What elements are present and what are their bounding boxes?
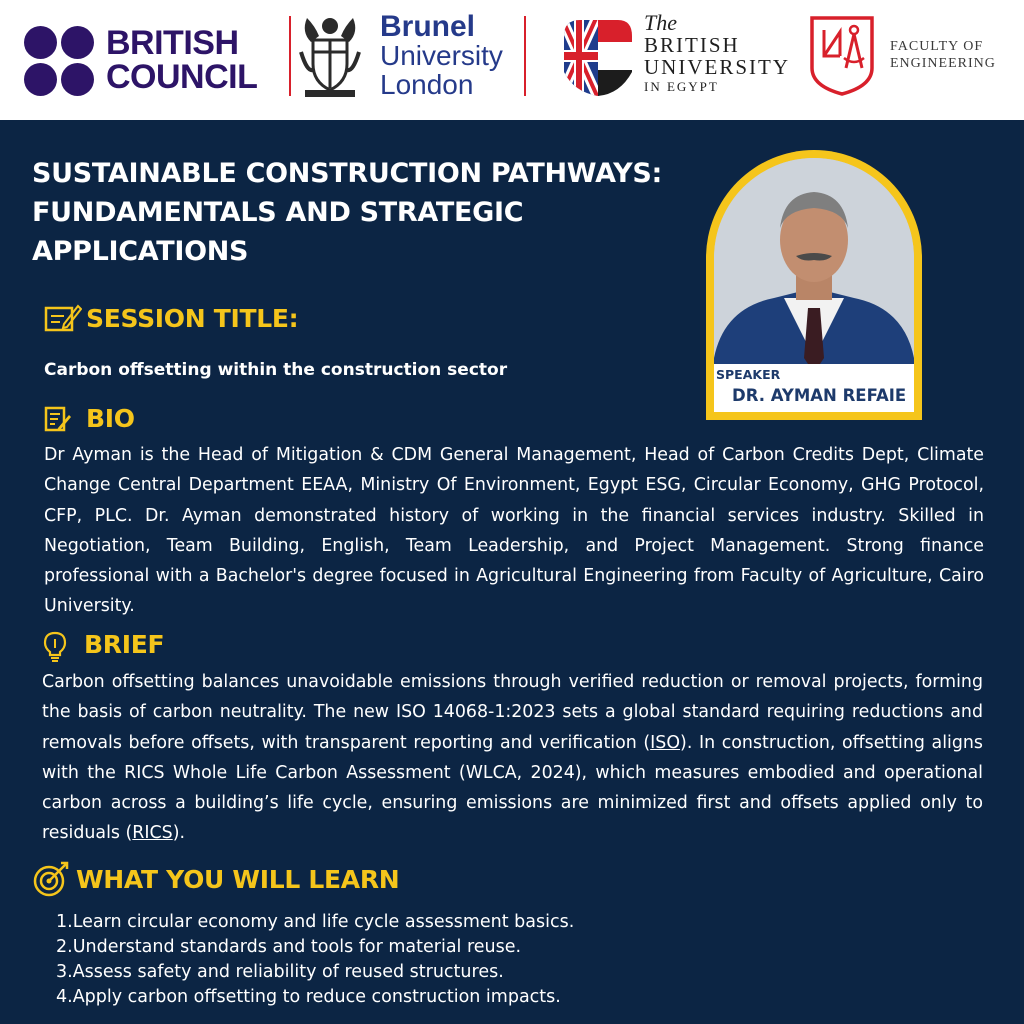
list-item: 4.Apply carbon offsetting to reduce construction impacts. bbox=[56, 987, 561, 1007]
page-title bbox=[32, 154, 712, 271]
speaker-label bbox=[714, 364, 914, 412]
brief-text-part-2: ). In construction, offsetting aligns with the RICS Whole Life Carbon Assessment (WLCA, 2024), which measures embodied and operational carbon across a building’s life cycle, ensuring emissions are minimized first and offsets applied only to residuals ( bbox=[42, 732, 983, 844]
lightbulb-icon bbox=[42, 630, 68, 662]
iso-link[interactable]: ISO bbox=[650, 732, 681, 753]
learn-list bbox=[56, 910, 574, 1010]
brunel-logo bbox=[380, 12, 503, 99]
document-pen-icon bbox=[44, 406, 72, 434]
bue-british: BRITISH bbox=[644, 33, 740, 57]
logo-header bbox=[0, 0, 1024, 120]
learn-heading: WHAT YOU WILL LEARN bbox=[76, 865, 400, 894]
edit-note-icon bbox=[44, 302, 82, 334]
brunel-name: Brunel bbox=[380, 10, 476, 43]
faculty-line-1: FACULTY OF bbox=[890, 39, 984, 54]
bue-in-egypt: IN EGYPT bbox=[644, 79, 719, 94]
list-item: 1.Learn circular economy and life cycle assessment basics. bbox=[56, 912, 575, 932]
learn-item-4: Apply carbon offsetting to reduce construction impacts. bbox=[72, 987, 561, 1007]
bio-text: Dr Ayman is the Head of Mitigation & CDM General Management, Head of Carbon Credits Dept, Climate Change Central Department EEAA, Ministry Of Environment, Egypt ESG, Circular Economy, GHG Protocol, CFP, PLC. Dr. Ayman demonstrated history of working in the financial services industry. Skilled in Negotiation, Team Building, English, Team Leadership, and Project Management. Strong finance professional with a Bachelor's degree focused in Agricultural Engineering from Faculty of Agriculture, Cairo University. bbox=[44, 445, 984, 617]
brief-text bbox=[42, 667, 983, 849]
faculty-engineering-logo-icon bbox=[806, 12, 878, 98]
faculty-line-2: ENGINEERING bbox=[890, 56, 996, 71]
list-item: 3.Assess safety and reliability of reused structures. bbox=[56, 962, 504, 982]
divider bbox=[524, 16, 526, 96]
target-icon bbox=[32, 860, 70, 898]
session-heading: SESSION TITLE: bbox=[86, 304, 299, 333]
brief-text-part-3: ). bbox=[172, 823, 186, 844]
brunel-london: London bbox=[380, 69, 474, 100]
title-line-1: SUSTAINABLE CONSTRUCTION PATHWAYS: bbox=[32, 158, 662, 189]
list-item: 2.Understand standards and tools for material reuse. bbox=[56, 937, 522, 957]
british-council-logo bbox=[24, 26, 269, 96]
brunel-crest-icon bbox=[297, 12, 363, 98]
bio-heading: BIO bbox=[86, 404, 135, 433]
brief-heading: BRIEF bbox=[84, 630, 165, 659]
speaker-role: SPEAKER bbox=[716, 367, 781, 382]
divider bbox=[289, 16, 291, 96]
bue-the: The bbox=[644, 10, 677, 35]
title-line-2: FUNDAMENTALS AND STRATEGIC bbox=[32, 197, 524, 228]
learn-item-2: Understand standards and tools for material reuse. bbox=[72, 937, 522, 957]
title-line-3: APPLICATIONS bbox=[32, 236, 249, 267]
brunel-university: University bbox=[380, 40, 503, 71]
session-title-text: Carbon offsetting within the construction sector bbox=[44, 360, 508, 380]
speaker-card bbox=[706, 150, 922, 420]
british-council-dots-icon bbox=[24, 26, 96, 96]
learn-item-1: Learn circular economy and life cycle assessment basics. bbox=[72, 912, 575, 932]
bue-university: UNIVERSITY bbox=[644, 55, 790, 79]
british-council-line-1: BRITISH bbox=[106, 24, 239, 62]
faculty-engineering-text bbox=[890, 38, 996, 72]
learn-item-3: Assess safety and reliability of reused structures. bbox=[72, 962, 504, 982]
bue-logo-text bbox=[644, 12, 790, 96]
bue-flag-logo-icon bbox=[560, 14, 636, 98]
speaker-name: DR. AYMAN REFAIE bbox=[732, 386, 907, 405]
brief-text-part-1: Carbon offsetting balances unavoidable emissions through verified reduction or removal projects, forming the basis of carbon neutrality. The new ISO 14068-1:2023 sets a global standard requiring reductions and removals before offsets, with transparent reporting and verification ( bbox=[42, 672, 983, 753]
british-council-line-2: COUNCIL bbox=[106, 58, 258, 96]
rics-link[interactable]: RICS bbox=[132, 823, 173, 844]
